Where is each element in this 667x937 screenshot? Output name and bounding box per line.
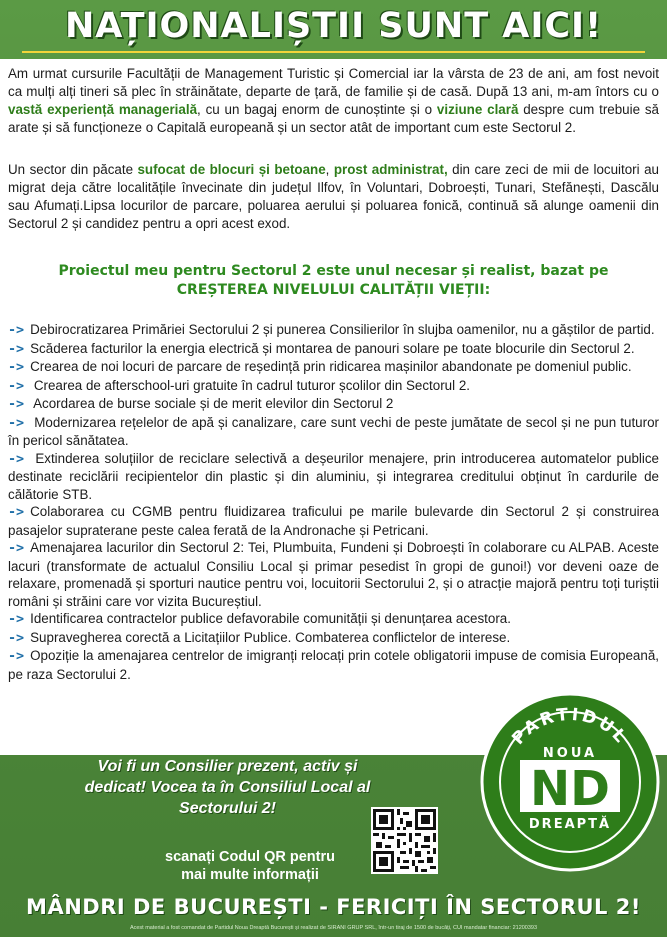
program-item-text: Identificarea contractelor publice defavorabile comunității și denunțarea acestora. [30, 611, 511, 626]
arrow-icon: -> [8, 630, 25, 646]
highlight-text: viziune clară [436, 102, 519, 117]
content-panel [0, 59, 667, 755]
arrow-icon: -> [8, 323, 25, 338]
program-item [8, 450, 659, 504]
legal-notice: Acest material a fost comandat de Partidul Noua Dreaptă București și realizat de SIRANI GRUP SRL, într-un tiraj de 1500 de bucăți, CUI mandatar financiar: 21200393 [129, 925, 538, 931]
arrow-icon: -> [8, 378, 25, 394]
program-item [8, 377, 659, 396]
intro-text: Un sector din păcate [8, 162, 138, 177]
program-item-text: Amenajarea lacurilor din Sectorul 2: Tei, Plumbuita, Fundeni și Dobroești în colaborare cu ALPAB. Aceste lacuri (transformate de actualul Consiliu Local și primar pesedist în gropi de gunoi!) vor deveni oaze de relaxare, promenadă și sporturi nautice pentru voi, locuitorii Sectorului 2, și o atracție majoră pentru toți turiștii români și străini care vor vizita Bucureștiul. [8, 540, 659, 609]
arrow-icon: -> [8, 397, 25, 412]
logo-initials: ND [529, 761, 611, 817]
slogan-line: Sectorului 2! [179, 800, 276, 817]
highlight-text: prost administrat, [333, 162, 448, 177]
title-underline [22, 51, 645, 53]
program-item-text: Extinderea soluțiilor de reciclare selectivă a deșeurilor menajere, prin introducerea automatelor publice destinate reciclării recipientelor din plastic și din aluminiu, și integrarea creditului obținut în cardurile de călătorie STB. [8, 450, 659, 502]
party-logo [478, 690, 662, 874]
arrow-icon: -> [8, 612, 25, 627]
program-item [8, 647, 659, 683]
intro-paragraph-2 [8, 161, 659, 233]
arrow-icon: -> [8, 649, 25, 664]
program-item [8, 629, 659, 648]
highlight-text: sufocat de blocuri și betoane [137, 162, 326, 177]
program-item [8, 414, 659, 450]
page-title: NAȚIONALIȘTII SUNT AICI! [64, 6, 603, 46]
highlight-text: vastă experiență managerială [8, 102, 198, 117]
intro-text: , [325, 162, 334, 177]
program-item-text: Crearea de noi locuri de parcare de reședință prin ridicarea mașinilor abandonate pe domeniul public. [30, 359, 632, 374]
program-item [8, 503, 659, 539]
program-item-text: Debirocratizarea Primăriei Sectorului 2 și punerea Consilierilor în slujba oamenilor, nu a găștilor de partid. [30, 322, 655, 337]
arrow-icon: -> [8, 451, 25, 467]
header [0, 0, 667, 58]
program-item [8, 395, 659, 414]
logo-bottom-word: DREAPTĂ [528, 817, 612, 832]
slogan-line: dedicat! Vocea ta în Consiliul Local al [84, 779, 371, 796]
program-item [8, 610, 659, 629]
arrow-icon: -> [8, 360, 25, 375]
program-item [8, 358, 659, 377]
arrow-icon: -> [8, 341, 25, 357]
program-item-text: Crearea de afterschool-uri gratuite în cadrul tuturor școlilor din Sectorul 2. [30, 377, 470, 393]
slogan-line: Voi fi un Consilier prezent, activ și [97, 758, 358, 775]
program-item [8, 539, 659, 610]
intro-text: din care zeci de mii de locuitori au migrat deja către localitățile învecinate din județul Ilfov, în Voluntari, Dobroești, Tunari, Stefănești, Dascălu sau Afumați.Lipsa locurilor de parcare, poluarea aerului și poluarea fonică, continuă să alunge oamenii din Sectorul 2 și candidez pentru a opri acest exod. [8, 162, 659, 231]
program-heading-line: CREȘTEREA NIVELULUI CALITĂȚII VIEȚII: [176, 282, 491, 298]
footer-slogan: MÂNDRI DE BUCUREȘTI - FERICIȚI ÎN SECTORUL 2! [26, 895, 641, 919]
logo-ring-text: PARTIDUL [508, 704, 632, 749]
intro-text: Am urmat cursurile Facultății de Management Turistic și Comercial iar la vârsta de 23 de ani, am fost nevoit ca mulți alți tineri să plec în străinătate, departe de țară, de familie și de casă. După 13 ani, m-am întors cu o [8, 66, 659, 99]
qr-code-icon [373, 809, 436, 872]
program-item-text: Opoziție la amenajarea centrelor de imigranți relocați prin cotele obligatorii impuse de comisia Europeană, pe raza Sectorului 2. [8, 648, 659, 682]
program-item [8, 321, 659, 340]
program-item-text: Modernizarea rețelelor de apă și canalizare, care sunt vechi de peste jumătate de secol și ne pun tuturor în pericol sănătatea. [8, 414, 659, 448]
arrow-icon: -> [8, 415, 25, 431]
intro-paragraph-1 [8, 65, 659, 137]
program-list [8, 321, 659, 683]
program-heading [8, 262, 659, 300]
program-heading-line: Proiectul meu pentru Sectorul 2 este unul necesar și realist, bazat pe [58, 263, 609, 279]
program-item [8, 340, 659, 359]
qr-caption-line: scanați Codul QR pentru [165, 849, 335, 865]
intro-text: , cu un bagaj enorm de cunoștinte și o [197, 102, 437, 117]
program-item-text: Acordarea de burse sociale și de merit elevilor din Sectorul 2 [30, 396, 394, 411]
program-item-text: Colaborarea cu CGMB pentru fluidizarea traficului pe marile bulevarde din Sectorul 2 și construirea pasajelor supraterane peste calea ferată de la Andronache și Petricani. [8, 504, 659, 538]
arrow-icon: -> [8, 505, 25, 520]
program-item-text: Scăderea facturilor la energia electrică și montarea de panouri solare pe toate blocurile din Sectorul 2. [30, 340, 635, 356]
intro-text: despre cum trebuie să arate și să funcționeze o Capitală europeană și un sector atât de important cum este Sectorul 2. [8, 102, 659, 135]
party-logo-emblem [478, 690, 662, 874]
program-item-text: Supravegherea corectă a Licitațiilor Publice. Combaterea conflictelor de interese. [30, 629, 511, 645]
qr-code[interactable] [371, 807, 438, 874]
qr-caption-line: mai multe informații [181, 867, 319, 883]
arrow-icon: -> [8, 541, 25, 556]
logo-top-word: NOUA [542, 746, 598, 761]
qr-caption [130, 848, 370, 884]
